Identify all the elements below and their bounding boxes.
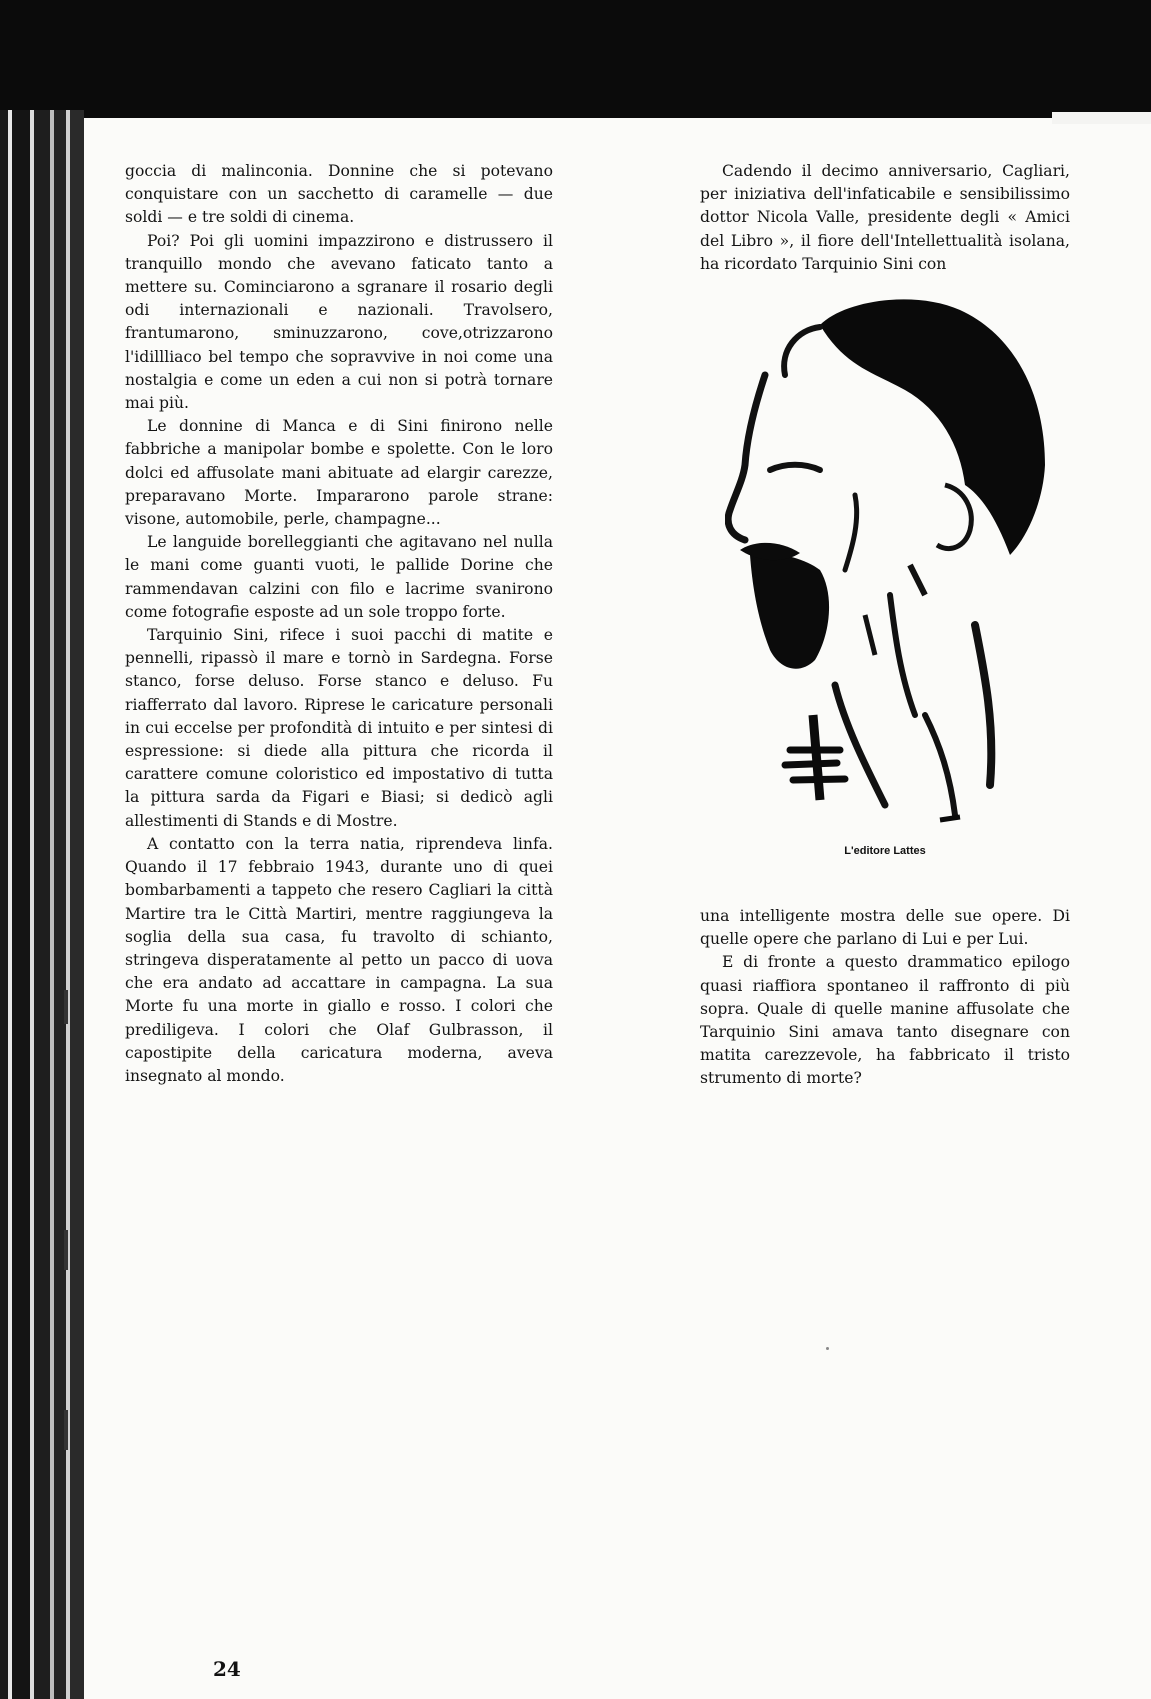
tie-knot [813,715,820,800]
neck-line [890,595,915,715]
signature-mark [940,817,960,820]
ear-shape [937,485,971,549]
head-outline [784,327,820,375]
cheek-line [845,495,857,570]
collar-line [835,685,885,805]
caricature-portrait-icon [725,295,1055,825]
page-number: 24 [213,1657,241,1681]
paragraph: A contatto con la terra natia, riprendeva linfa. Quando il 17 febbraio 1943, durante uno di quei bombarbamenti a tappeto che resero Cagliari la città Martire tra le Città Martiri, mentre raggiungeva la soglia della sua casa, fu travolto di schianto, stringeva disperatamente al petto un pacco di uova che era andato ad accattare in campagna. La sua Morte fu una morte in giallo e rosso. I colori che prediligeva. I colori che Olaf Gulbrasson, il capostipite della caricatura moderna, aveva insegnato al mondo. [125,834,553,1085]
paragraph: Poi? Poi gli uomini impazzirono e distrussero il tranquillo mondo che avevano faticato tanto a mettere su. Cominciarono a sgranare il rosario degli odi internazionali e nazionali. Travolsero, frantumarono, sminuzzarono, cove,otrizzarono l'idillliaco bel tempo che sopravvive in noi come una nostalgia e come un eden a cui non si potrà tornare mai più. [125,231,553,413]
coat-line [925,715,955,815]
paragraph: Tarquinio Sini, rifece i suoi pacchi di matite e pennelli, ripassò il mare e tornò in Sardegna. Forse stanco, forse deluso. Forse stanco e deluso. Fu riafferrato dal lavoro. Riprese le caricature personali in cui eccelse per profondità di intuito e per sintesi di espressione: si diede alla pittura che ricorda il carattere comune coloristico ed impostativo di tutta la pittura sarda da Figari e Biasi; si dedicò agli allestimenti di Stands e di Mostre. [125,626,553,830]
paragraph: una intelligente mostra delle sue opere. Di quelle opere che parlano di Lui e per Lui. [700,907,1070,949]
book-binding-edge [0,110,84,1699]
page-corner [1052,112,1151,124]
face-profile [728,375,765,540]
shoulder-line [975,625,991,785]
illustration-caption: L'editore Lattes [844,845,926,857]
paragraph: goccia di malinconia. Donnine che si potevano conquistare con un sacchetto di caramelle — due soldi — e tre soldi di cinema. [125,162,553,227]
binding-mark [64,990,68,1024]
paragraph: Le donnine di Manca e di Sini finirono nelle fabbriche a manipolar bombe e spolette. Con le loro dolci ed affusolate mani abituate ad elargir carezze, preparavano Morte. Impararono parole strane: visone, automobile, perle, champagne... [125,417,553,529]
hair-shape [820,299,1045,555]
speck [826,1347,829,1350]
right-text-column-top [700,160,1070,276]
scan-top-border [0,0,1151,120]
paragraph: Cadendo il decimo anniversario, Cagliari, per iniziativa dell'infaticabile e sensibilissimo dottor Nicola Valle, presidente degli « Amici del Libro », il fiore dell'Intellettualità isolana, ha ricordato Tarquinio Sini con [700,162,1070,273]
shading-stroke [865,615,875,655]
binding-mark [64,1410,68,1450]
left-text-column [125,160,553,1088]
binding-mark [64,1230,68,1270]
beard-shape [750,553,829,669]
shading-stroke [910,565,925,595]
paragraph: E di fronte a questo drammatico epilogo quasi riaffiora spontaneo il raffronto di più sopra. Quale di quelle manine affusolate che Tarquinio Sini amava tanto disegnare con matita carezzevole, ha fabbricato il tristo strumento di morte? [700,953,1070,1088]
right-text-column-bottom [700,905,1070,1091]
eye-mark [770,465,820,470]
paragraph: Le languide borelleggianti che agitavano nel nulla le mani come guanti vuoti, le pallide Dorine che rammendavan calzini con filo e lacrime svanirono come fotografie esposte ad un sole troppo forte. [125,533,553,621]
